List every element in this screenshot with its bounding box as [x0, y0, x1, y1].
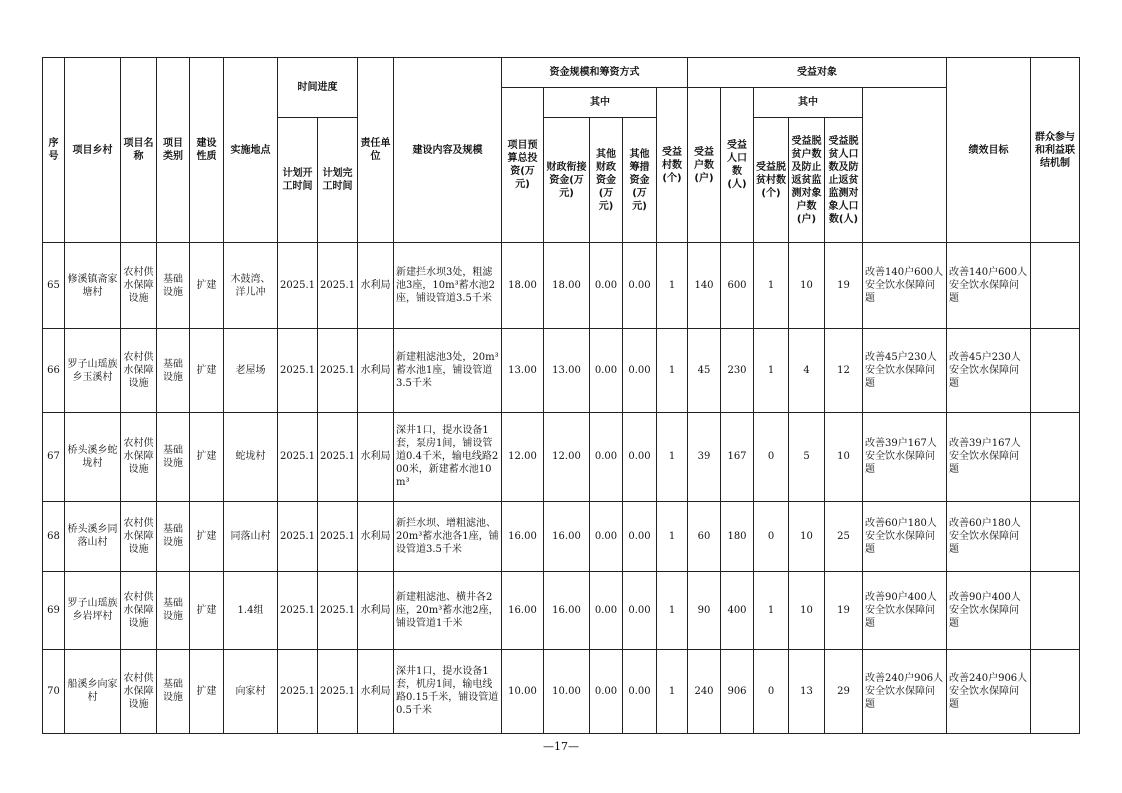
cell-other-fiscal: 0.00 — [590, 329, 623, 413]
cell-other-fiscal: 0.00 — [590, 571, 623, 649]
cell-households: 60 — [688, 501, 721, 571]
cell-name: 农村供水保障设施 — [121, 413, 157, 501]
cell-seq: 67 — [43, 413, 65, 501]
cell-households: 45 — [688, 329, 721, 413]
cell-poor-villages: 0 — [754, 649, 789, 733]
cell-poor-households: 5 — [789, 413, 825, 501]
header-beneficiary: 受益对象 — [688, 58, 947, 88]
cell-unit: 水利局 — [358, 571, 394, 649]
cell-end: 2025.1 — [318, 243, 358, 329]
header-name: 项目名称 — [121, 58, 157, 243]
cell-end: 2025.1 — [318, 329, 358, 413]
cell-fiscal: 16.00 — [544, 571, 590, 649]
header-people: 受益人口数(人) — [721, 88, 754, 243]
cell-start: 2025.1 — [278, 649, 318, 733]
cell-mechanism: 改善39户167人安全饮水保障问题 — [947, 413, 1031, 501]
cell-fiscal: 16.00 — [544, 501, 590, 571]
cell-other-raised: 0.00 — [623, 571, 657, 649]
header-start: 计划开工时间 — [278, 118, 318, 243]
cell-poor-households: 13 — [789, 649, 825, 733]
cell-households: 39 — [688, 413, 721, 501]
cell-start: 2025.1 — [278, 329, 318, 413]
cell-remark — [1031, 413, 1080, 501]
cell-village: 桥头溪乡同落山村 — [65, 501, 121, 571]
cell-people: 167 — [721, 413, 754, 501]
cell-goal: 改善140户600人安全饮水保障问题 — [863, 243, 947, 329]
cell-other-raised: 0.00 — [623, 243, 657, 329]
cell-poor-people: 12 — [825, 329, 863, 413]
header-end: 计划完工时间 — [318, 118, 358, 243]
cell-nature: 扩建 — [190, 501, 224, 571]
cell-content: 深井1口，提水设备1套，机房1间，输电线路0.15千米，铺设管道0.5千米 — [394, 649, 502, 733]
header-funding-sub: 其中 — [544, 88, 657, 118]
cell-other-raised: 0.00 — [623, 649, 657, 733]
cell-households: 90 — [688, 571, 721, 649]
cell-villages: 1 — [657, 571, 688, 649]
cell-nature: 扩建 — [190, 649, 224, 733]
cell-village: 罗子山瑶族乡岩坪村 — [65, 571, 121, 649]
cell-location: 老屋场 — [224, 329, 278, 413]
cell-content: 新拦水坝、增粗滤池、20m³蓄水池各1座，铺设管道3.5千米 — [394, 501, 502, 571]
cell-category: 基础设施 — [157, 329, 190, 413]
cell-villages: 1 — [657, 501, 688, 571]
cell-start: 2025.1 — [278, 501, 318, 571]
cell-total: 16.00 — [502, 501, 544, 571]
cell-village: 桥头溪乡蛇垅村 — [65, 413, 121, 501]
cell-unit: 水利局 — [358, 243, 394, 329]
cell-total: 10.00 — [502, 649, 544, 733]
cell-total: 18.00 — [502, 243, 544, 329]
cell-households: 240 — [688, 649, 721, 733]
cell-remark — [1031, 329, 1080, 413]
table-row — [43, 571, 1080, 649]
cell-category: 基础设施 — [157, 501, 190, 571]
header-mechanism: 群众参与和利益联结机制 — [1031, 58, 1080, 243]
cell-villages: 1 — [657, 243, 688, 329]
header-poor-people: 受益脱贫人口数及防止返贫监测对象人口数(人) — [825, 118, 863, 243]
cell-mechanism: 改善45户230人安全饮水保障问题 — [947, 329, 1031, 413]
cell-mechanism: 改善240户906人安全饮水保障问题 — [947, 649, 1031, 733]
cell-category: 基础设施 — [157, 649, 190, 733]
cell-category: 基础设施 — [157, 243, 190, 329]
cell-poor-households: 4 — [789, 329, 825, 413]
cell-location: 木鼓湾、洋儿冲 — [224, 243, 278, 329]
cell-content: 新建拦水坝3处，粗滤池3座，10m³蓄水池2座，铺设管道3.5千米 — [394, 243, 502, 329]
cell-end: 2025.1 — [318, 501, 358, 571]
cell-name: 农村供水保障设施 — [121, 649, 157, 733]
header-beneficiary-sub: 其中 — [754, 88, 863, 118]
cell-seq: 66 — [43, 329, 65, 413]
table-row — [43, 329, 1080, 413]
cell-unit: 水利局 — [358, 501, 394, 571]
header-villages: 受益村数(个) — [657, 88, 688, 243]
header-poor-households: 受益脱贫户数及防止返贫监测对象户数(户) — [789, 118, 825, 243]
cell-total: 13.00 — [502, 329, 544, 413]
cell-name: 农村供水保障设施 — [121, 571, 157, 649]
cell-content: 深井1口，提水设备1套，泵房1间，铺设管道0.4千米，输电线路200米，新建蓄水池10m³ — [394, 413, 502, 501]
cell-seq: 65 — [43, 243, 65, 329]
cell-unit: 水利局 — [358, 413, 394, 501]
cell-people: 906 — [721, 649, 754, 733]
cell-mechanism: 改善60户180人安全饮水保障问题 — [947, 501, 1031, 571]
cell-poor-villages: 0 — [754, 413, 789, 501]
cell-poor-villages: 0 — [754, 501, 789, 571]
cell-other-raised: 0.00 — [623, 501, 657, 571]
cell-poor-people: 25 — [825, 501, 863, 571]
cell-total: 16.00 — [502, 571, 544, 649]
cell-people: 600 — [721, 243, 754, 329]
table-row — [43, 243, 1080, 329]
header-other-raised: 其他筹措资金(万元) — [623, 118, 657, 243]
cell-poor-people: 19 — [825, 243, 863, 329]
cell-mechanism: 改善90户400人安全饮水保障问题 — [947, 571, 1031, 649]
header-nature: 建设性质 — [190, 58, 224, 243]
header-other-fiscal: 其他财政资金(万元) — [590, 118, 623, 243]
cell-content: 新建粗滤池、横井各2座，20m³蓄水池2座，铺设管道1千米 — [394, 571, 502, 649]
cell-category: 基础设施 — [157, 571, 190, 649]
cell-nature: 扩建 — [190, 329, 224, 413]
cell-seq: 70 — [43, 649, 65, 733]
cell-content: 新建粗滤池3处，20m³蓄水池1座，铺设管道3.5千米 — [394, 329, 502, 413]
cell-location: 1.4组 — [224, 571, 278, 649]
cell-goal: 改善240户906人安全饮水保障问题 — [863, 649, 947, 733]
cell-village: 船溪乡向家村 — [65, 649, 121, 733]
table-row — [43, 413, 1080, 501]
header-goal: 绩效目标 — [947, 58, 1031, 243]
cell-remark — [1031, 649, 1080, 733]
cell-fiscal: 10.00 — [544, 649, 590, 733]
cell-poor-villages: 1 — [754, 243, 789, 329]
header-category: 项目类别 — [157, 58, 190, 243]
cell-villages: 1 — [657, 413, 688, 501]
cell-goal: 改善60户180人安全饮水保障问题 — [863, 501, 947, 571]
cell-people: 400 — [721, 571, 754, 649]
cell-villages: 1 — [657, 649, 688, 733]
cell-fiscal: 18.00 — [544, 243, 590, 329]
cell-people: 230 — [721, 329, 754, 413]
cell-village: 罗子山瑶族乡玉溪村 — [65, 329, 121, 413]
cell-end: 2025.1 — [318, 649, 358, 733]
cell-location: 蛇垅村 — [224, 413, 278, 501]
table-row — [43, 501, 1080, 571]
cell-goal: 改善39户167人安全饮水保障问题 — [863, 413, 947, 501]
cell-poor-people: 10 — [825, 413, 863, 501]
cell-poor-households: 10 — [789, 243, 825, 329]
cell-poor-people: 29 — [825, 649, 863, 733]
cell-poor-people: 19 — [825, 571, 863, 649]
header-poor-villages: 受益脱贫村数(个) — [754, 118, 789, 243]
cell-other-raised: 0.00 — [623, 413, 657, 501]
cell-other-fiscal: 0.00 — [590, 501, 623, 571]
cell-location: 向家村 — [224, 649, 278, 733]
header-fiscal: 财政衔接资金(万元) — [544, 118, 590, 243]
cell-households: 140 — [688, 243, 721, 329]
cell-remark — [1031, 243, 1080, 329]
cell-category: 基础设施 — [157, 413, 190, 501]
cell-seq: 68 — [43, 501, 65, 571]
cell-start: 2025.1 — [278, 413, 318, 501]
cell-start: 2025.1 — [278, 571, 318, 649]
header-village: 项目乡村 — [65, 58, 121, 243]
cell-other-fiscal: 0.00 — [590, 413, 623, 501]
cell-nature: 扩建 — [190, 571, 224, 649]
page-number: —17— — [543, 740, 579, 753]
cell-nature: 扩建 — [190, 243, 224, 329]
cell-end: 2025.1 — [318, 413, 358, 501]
cell-unit: 水利局 — [358, 649, 394, 733]
cell-mechanism: 改善140户600人安全饮水保障问题 — [947, 243, 1031, 329]
cell-seq: 69 — [43, 571, 65, 649]
cell-fiscal: 13.00 — [544, 329, 590, 413]
cell-nature: 扩建 — [190, 413, 224, 501]
cell-poor-villages: 1 — [754, 329, 789, 413]
cell-other-fiscal: 0.00 — [590, 243, 623, 329]
header-location: 实施地点 — [224, 58, 278, 243]
header-schedule: 时间进度 — [278, 58, 358, 118]
cell-other-raised: 0.00 — [623, 329, 657, 413]
cell-remark — [1031, 501, 1080, 571]
header-seq: 序号 — [43, 58, 65, 243]
cell-village: 修溪镇斋家塘村 — [65, 243, 121, 329]
cell-start: 2025.1 — [278, 243, 318, 329]
cell-end: 2025.1 — [318, 571, 358, 649]
header-households: 受益户数(户) — [688, 88, 721, 243]
header-unit: 责任单位 — [358, 58, 394, 243]
cell-name: 农村供水保障设施 — [121, 329, 157, 413]
cell-poor-villages: 1 — [754, 571, 789, 649]
cell-goal: 改善45户230人安全饮水保障问题 — [863, 329, 947, 413]
cell-fiscal: 12.00 — [544, 413, 590, 501]
header-total: 项目预算总投资(万元) — [502, 88, 544, 243]
header-funding: 资金规模和筹资方式 — [502, 58, 688, 88]
table-row — [43, 649, 1080, 733]
cell-name: 农村供水保障设施 — [121, 243, 157, 329]
project-table — [42, 57, 1080, 734]
cell-location: 同落山村 — [224, 501, 278, 571]
header-content: 建设内容及规模 — [394, 58, 502, 243]
cell-unit: 水利局 — [358, 329, 394, 413]
cell-poor-households: 10 — [789, 571, 825, 649]
cell-remark — [1031, 571, 1080, 649]
cell-people: 180 — [721, 501, 754, 571]
cell-name: 农村供水保障设施 — [121, 501, 157, 571]
cell-other-fiscal: 0.00 — [590, 649, 623, 733]
cell-total: 12.00 — [502, 413, 544, 501]
cell-poor-households: 10 — [789, 501, 825, 571]
cell-villages: 1 — [657, 329, 688, 413]
cell-goal: 改善90户400人安全饮水保障问题 — [863, 571, 947, 649]
